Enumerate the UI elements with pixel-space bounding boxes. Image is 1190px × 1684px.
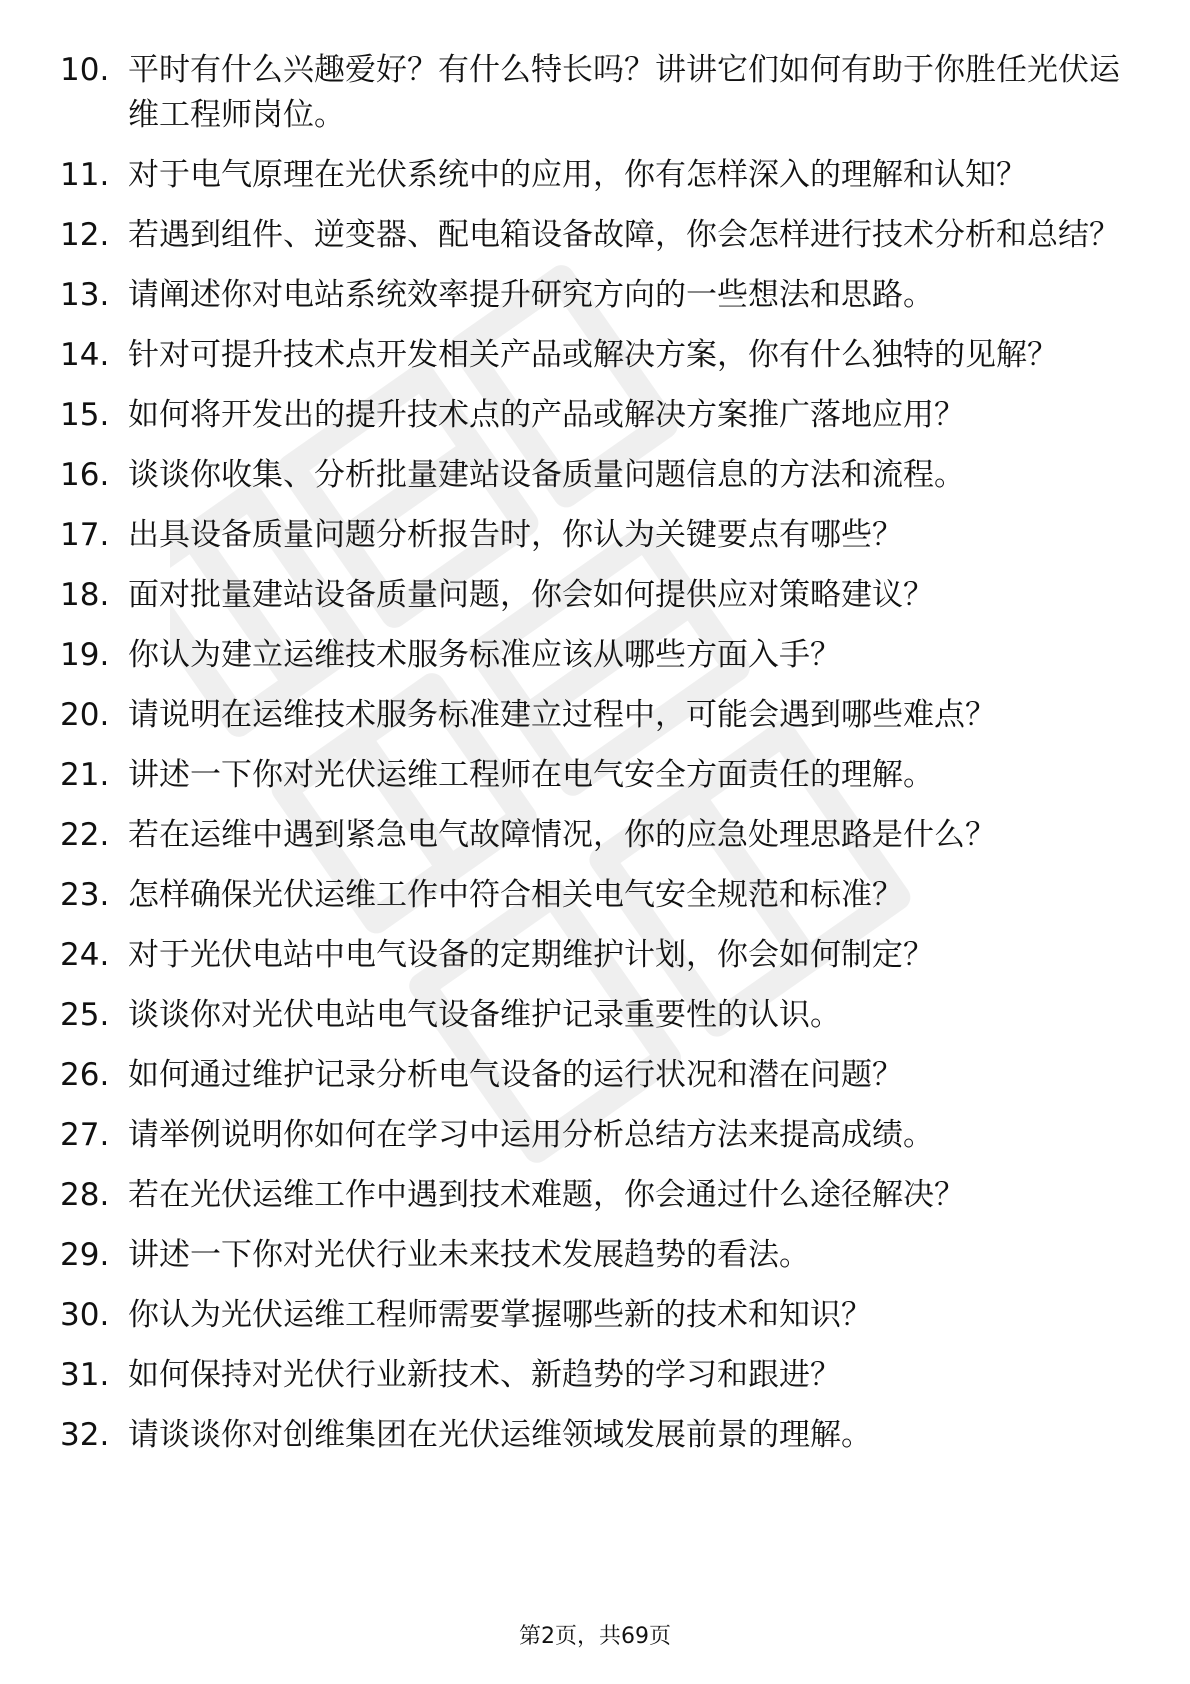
question-item xyxy=(0,153,1190,198)
page-number: 第2页，共69页 xyxy=(519,1624,671,1649)
question-number: 25. xyxy=(60,997,110,1033)
question-item xyxy=(0,1353,1190,1398)
question-number: 17. xyxy=(60,517,110,553)
question-number: 32. xyxy=(60,1417,110,1453)
question-text: 平时有什么兴趣爱好？有什么特长吗？讲讲它们如何有助于你胜任光伏运维工程师岗位。 xyxy=(128,52,1120,133)
question-text: 请谈谈你对创维集团在光伏运维领域发展前景的理解。 xyxy=(128,1417,872,1453)
question-number: 21. xyxy=(60,757,110,793)
question-item xyxy=(0,1413,1190,1458)
question-item xyxy=(0,513,1190,558)
question-text: 你认为光伏运维工程师需要掌握哪些新的技术和知识？ xyxy=(128,1297,872,1333)
question-item xyxy=(0,693,1190,738)
question-item xyxy=(0,1173,1190,1218)
question-item xyxy=(0,933,1190,978)
question-number: 30. xyxy=(60,1297,110,1333)
question-number: 28. xyxy=(60,1177,110,1213)
question-text: 讲述一下你对光伏行业未来技术发展趋势的看法。 xyxy=(128,1237,810,1273)
question-text: 若遇到组件、逆变器、配电箱设备故障，你会怎样进行技术分析和总结？ xyxy=(128,217,1120,253)
question-text: 怎样确保光伏运维工作中符合相关电气安全规范和标准？ xyxy=(128,877,903,913)
question-item xyxy=(0,1293,1190,1338)
question-number: 12. xyxy=(60,217,110,253)
question-number: 20. xyxy=(60,697,110,733)
question-number: 24. xyxy=(60,937,110,973)
question-item xyxy=(0,393,1190,438)
question-item xyxy=(0,1113,1190,1158)
question-item xyxy=(0,213,1190,258)
question-text: 出具设备质量问题分析报告时，你认为关键要点有哪些？ xyxy=(128,517,903,553)
question-text: 谈谈你收集、分析批量建站设备质量问题信息的方法和流程。 xyxy=(128,457,965,493)
question-text: 讲述一下你对光伏运维工程师在电气安全方面责任的理解。 xyxy=(128,757,934,793)
question-number: 14. xyxy=(60,337,110,373)
question-item xyxy=(0,873,1190,918)
question-text: 针对可提升技术点开发相关产品或解决方案，你有什么独特的见解？ xyxy=(128,337,1058,373)
question-text: 若在光伏运维工作中遇到技术难题，你会通过什么途径解决？ xyxy=(128,1177,965,1213)
question-item xyxy=(0,753,1190,798)
question-item xyxy=(0,333,1190,378)
question-number: 23. xyxy=(60,877,110,913)
question-text: 请说明在运维技术服务标准建立过程中，可能会遇到哪些难点？ xyxy=(128,697,996,733)
question-text: 请阐述你对电站系统效率提升研究方向的一些想法和思路。 xyxy=(128,277,934,313)
question-list xyxy=(0,48,1190,1473)
question-text: 面对批量建站设备质量问题，你会如何提供应对策略建议？ xyxy=(128,577,934,613)
question-text: 请举例说明你如何在学习中运用分析总结方法来提高成绩。 xyxy=(128,1117,934,1153)
question-number: 16. xyxy=(60,457,110,493)
question-number: 13. xyxy=(60,277,110,313)
question-number: 26. xyxy=(60,1057,110,1093)
question-number: 11. xyxy=(60,157,110,193)
question-text: 若在运维中遇到紧急电气故障情况，你的应急处理思路是什么？ xyxy=(128,817,996,853)
question-text: 谈谈你对光伏电站电气设备维护记录重要性的认识。 xyxy=(128,997,841,1033)
question-text: 如何通过维护记录分析电气设备的运行状况和潜在问题？ xyxy=(128,1057,903,1093)
question-number: 18. xyxy=(60,577,110,613)
question-text: 如何保持对光伏行业新技术、新趋势的学习和跟进？ xyxy=(128,1357,841,1393)
question-item xyxy=(0,573,1190,618)
question-text: 对于电气原理在光伏系统中的应用，你有怎样深入的理解和认知？ xyxy=(128,157,1027,193)
question-text: 如何将开发出的提升技术点的产品或解决方案推广落地应用？ xyxy=(128,397,965,433)
question-number: 22. xyxy=(60,817,110,853)
question-text: 对于光伏电站中电气设备的定期维护计划，你会如何制定？ xyxy=(128,937,934,973)
question-item xyxy=(0,1233,1190,1278)
question-item xyxy=(0,48,1190,138)
question-number: 15. xyxy=(60,397,110,433)
question-item xyxy=(0,993,1190,1038)
question-number: 27. xyxy=(60,1117,110,1153)
question-item xyxy=(0,813,1190,858)
question-number: 31. xyxy=(60,1357,110,1393)
question-text: 你认为建立运维技术服务标准应该从哪些方面入手？ xyxy=(128,637,841,673)
question-item xyxy=(0,1053,1190,1098)
question-number: 19. xyxy=(60,637,110,673)
question-item xyxy=(0,633,1190,678)
question-number: 29. xyxy=(60,1237,110,1273)
question-item xyxy=(0,453,1190,498)
question-item xyxy=(0,273,1190,318)
question-number: 10. xyxy=(60,52,110,88)
